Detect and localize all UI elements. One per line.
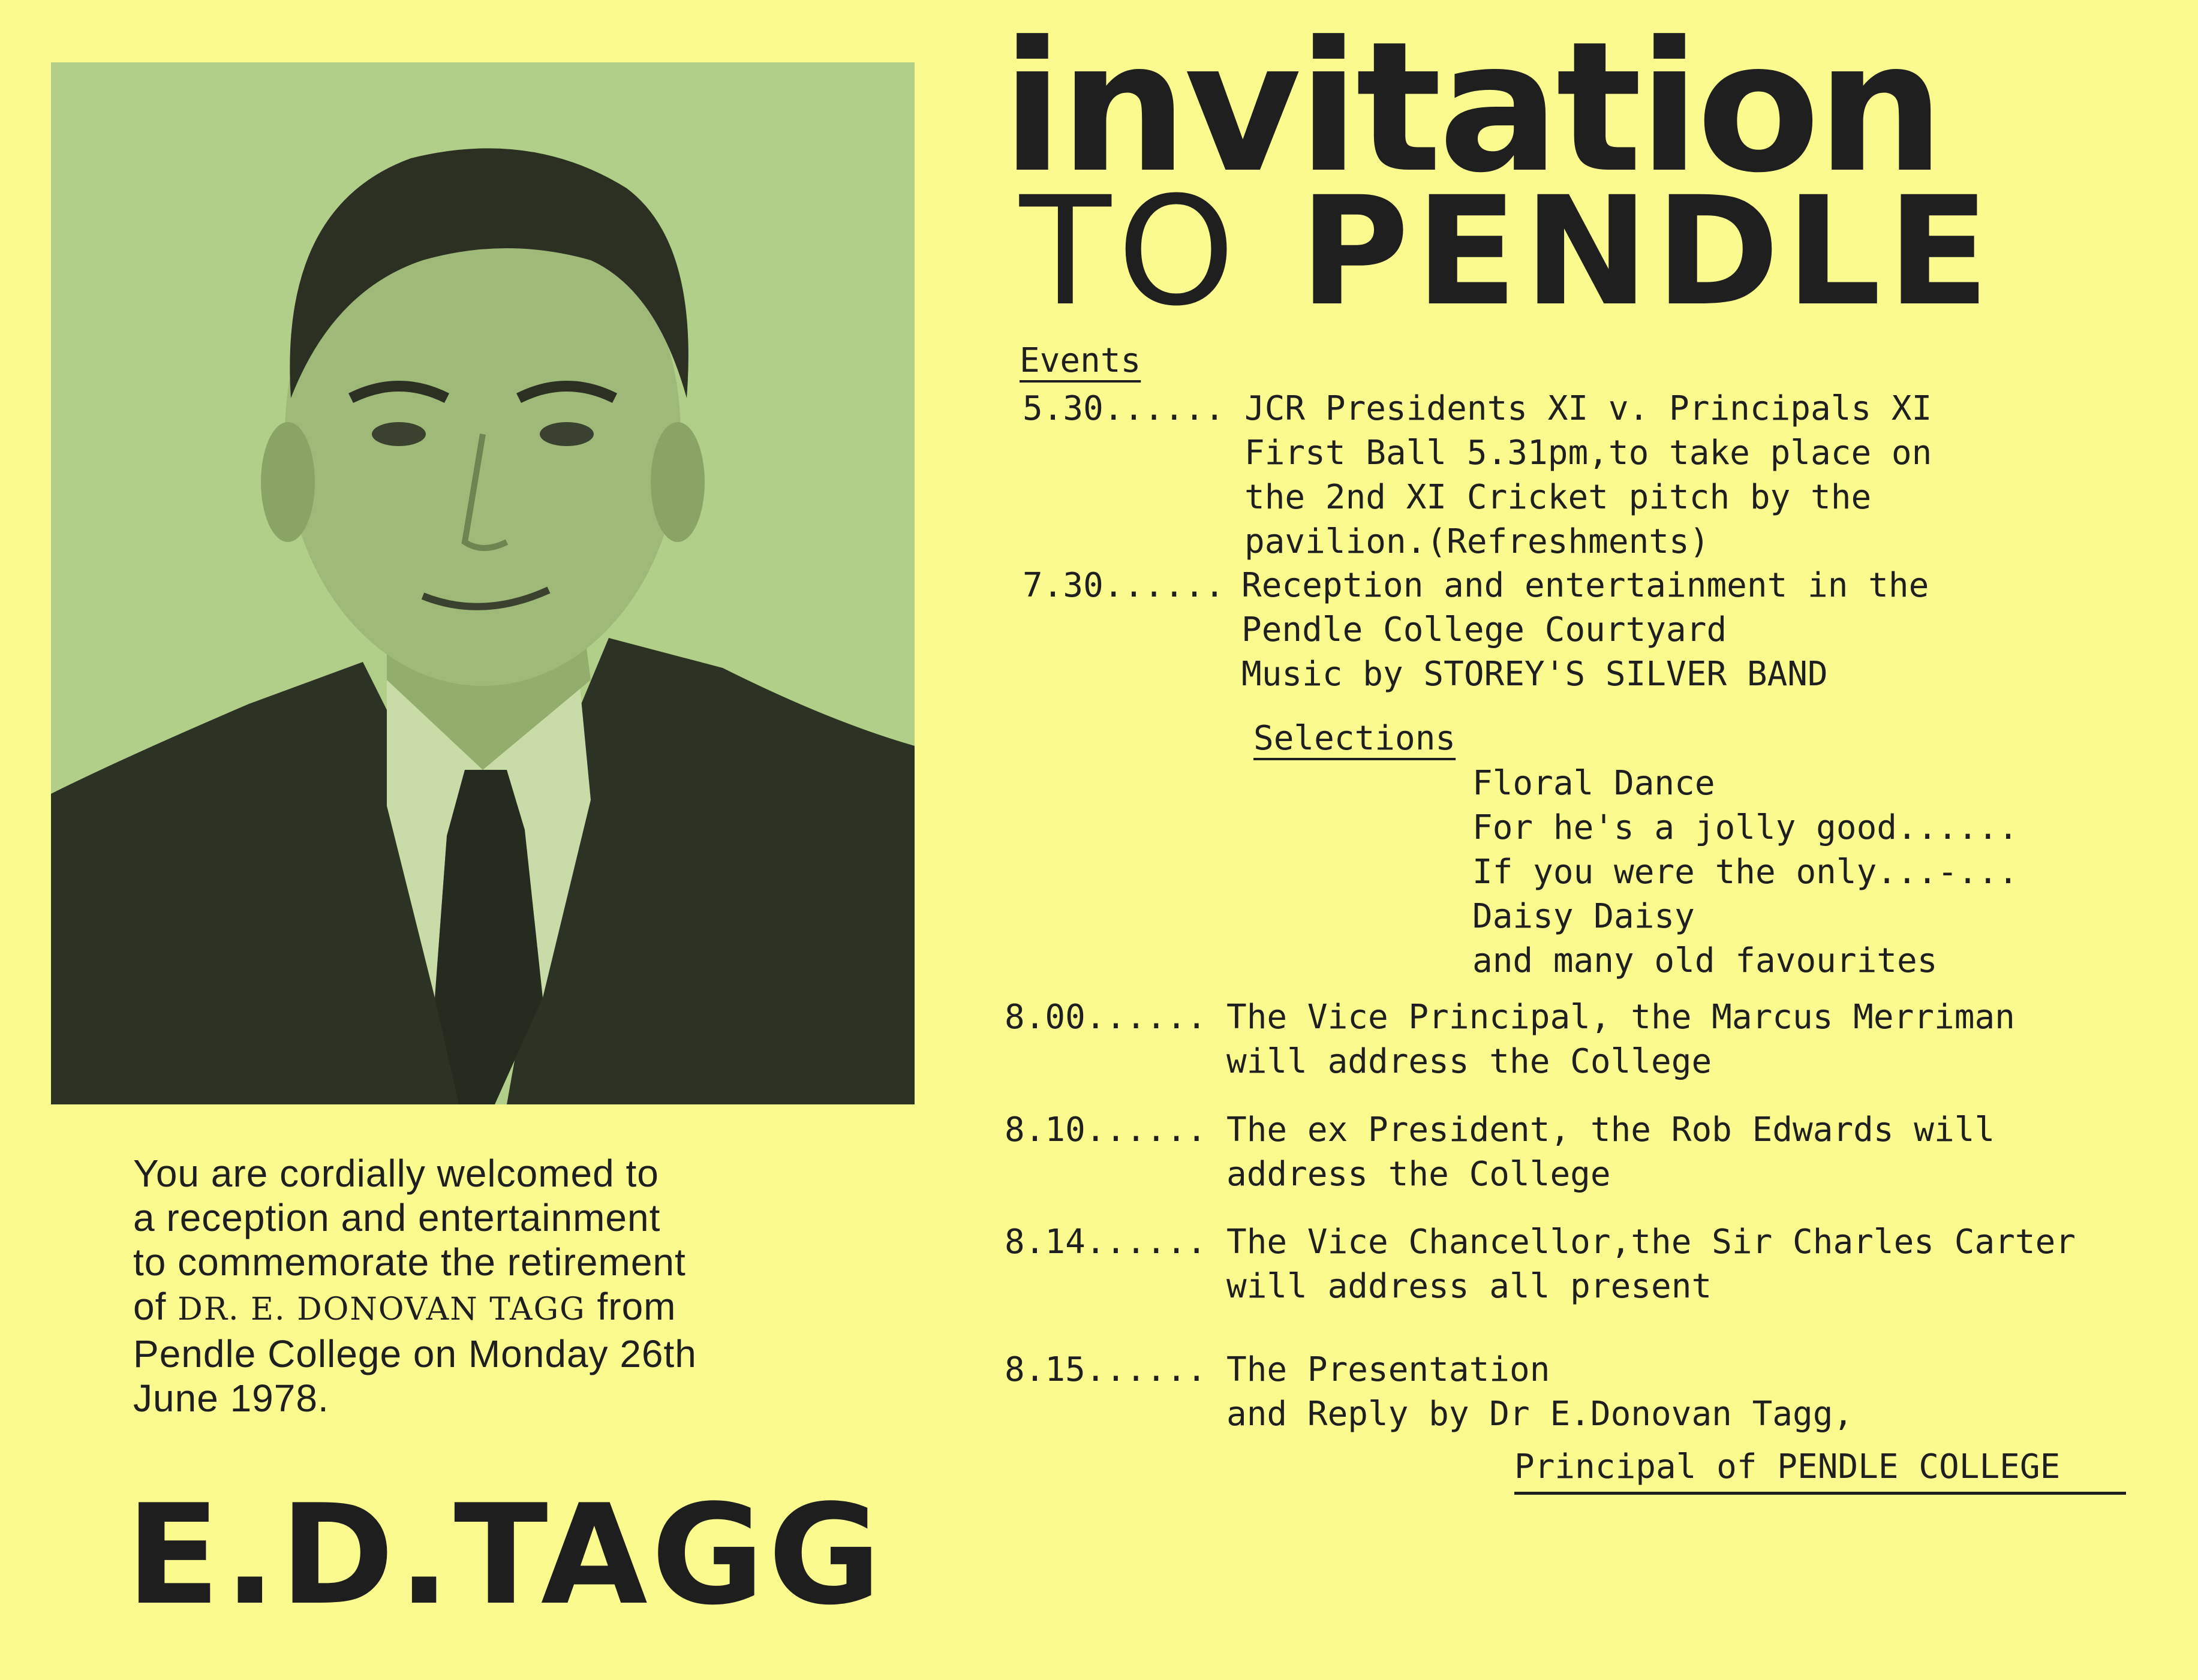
event-description — [1226, 1348, 1853, 1437]
event-time: 5.30...... — [1023, 389, 1225, 428]
event-time: 8.10...... — [1005, 1110, 1207, 1149]
portrait-photo — [51, 62, 915, 1104]
selection-item: Floral Dance — [1472, 764, 1715, 803]
honoree-name: DR. E. DONOVAN TAGG — [178, 1291, 586, 1327]
event-line: The Presentation — [1226, 1350, 1550, 1389]
selection-item: and many old favourites — [1472, 941, 1938, 980]
welcome-line: to commemorate the retirement — [133, 1241, 686, 1284]
event-line: will address the College — [1226, 1042, 1712, 1081]
signature-title: E.D.TAGG — [126, 1476, 885, 1636]
event-line: address the College — [1226, 1155, 1611, 1194]
welcome-from: from — [597, 1285, 676, 1328]
events-heading: Events — [1020, 341, 1141, 380]
event-line: The Vice Principal, the Marcus Merriman — [1226, 998, 2015, 1037]
event-description — [1244, 387, 1932, 564]
event-line: The ex President, the Rob Edwards will — [1226, 1110, 1995, 1149]
selection-item: Daisy Daisy — [1472, 897, 1695, 936]
selection-item: For he's a jolly good...... — [1472, 808, 2019, 847]
event-description — [1226, 995, 2015, 1084]
selections-list — [1472, 761, 2018, 983]
headline-invitation: invitation — [1002, 3, 1941, 212]
headline-pendle: PENDLE — [1299, 164, 1996, 339]
welcome-paragraph — [133, 1151, 823, 1420]
event-time: 8.15...... — [1005, 1350, 1207, 1389]
event-line: the 2nd XI Cricket pitch by the — [1244, 478, 1872, 517]
event-time: 8.14...... — [1005, 1223, 1207, 1261]
event-line: Pendle College Courtyard — [1241, 610, 1727, 649]
selection-item: If you were the only...-... — [1472, 853, 2019, 892]
welcome-line: You are cordially welcomed to — [133, 1152, 659, 1195]
event-line: The Vice Chancellor,the Sir Charles Carter — [1226, 1223, 2076, 1261]
welcome-of: of — [133, 1285, 167, 1328]
event-line: JCR Presidents XI v. Principals XI — [1244, 389, 1932, 428]
event-description — [1226, 1220, 2076, 1309]
selections-heading: Selections — [1253, 719, 1456, 758]
event-line: Music by STOREY'S SILVER BAND — [1241, 655, 1828, 694]
event-time: 7.30...... — [1023, 566, 1225, 605]
event-line: Reception and entertainment in the — [1241, 566, 1929, 605]
event-description — [1226, 1108, 1995, 1197]
event-time: 8.00...... — [1005, 998, 1207, 1037]
portrait-image — [51, 62, 915, 1104]
event-description — [1241, 564, 1929, 697]
headline-to: TO — [1020, 164, 1241, 339]
principal-title: Principal of PENDLE COLLEGE — [1514, 1445, 2126, 1495]
welcome-line: June 1978. — [133, 1377, 329, 1420]
headline-to-pendle — [1020, 164, 1996, 339]
event-line: First Ball 5.31pm,to take place on — [1244, 433, 1932, 472]
welcome-line: a reception and entertainment — [133, 1196, 661, 1239]
event-line: pavilion.(Refreshments) — [1244, 522, 1710, 561]
welcome-line — [133, 1284, 823, 1332]
event-line: will address all present — [1226, 1267, 1712, 1306]
welcome-line: Pendle College on Monday 26th — [133, 1332, 697, 1375]
event-line: and Reply by Dr E.Donovan Tagg, — [1226, 1395, 1854, 1434]
